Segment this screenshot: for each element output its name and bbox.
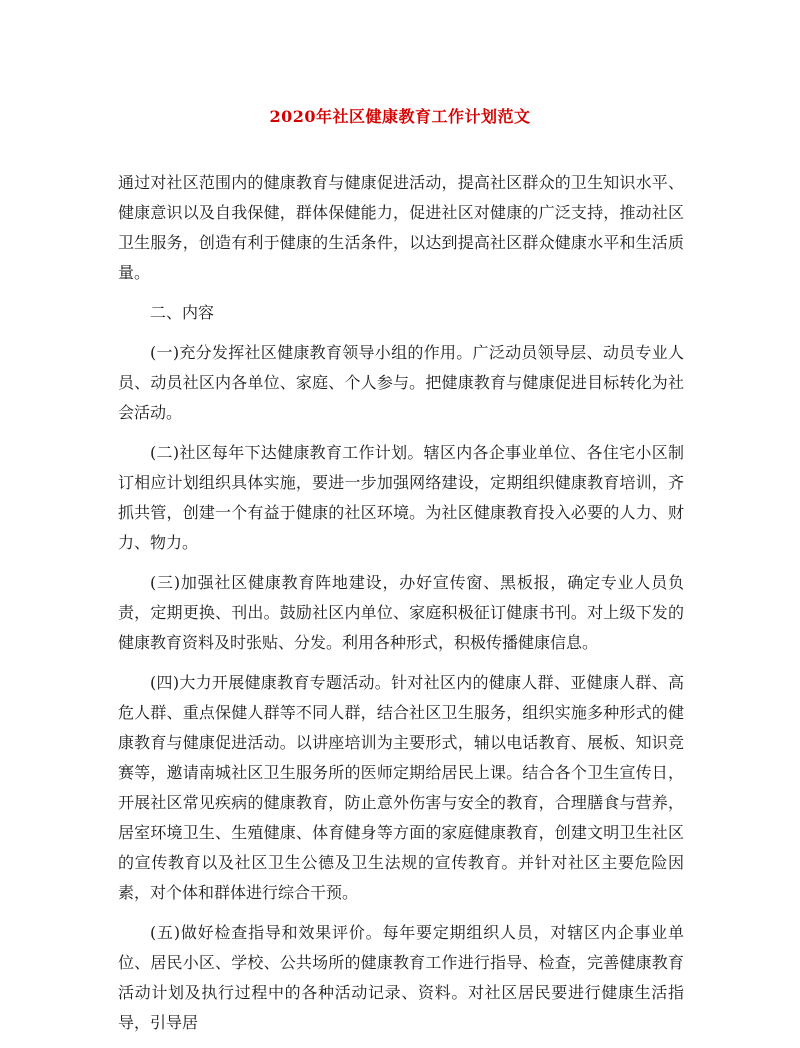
paragraph-item-2: (二)社区每年下达健康教育工作计划。辖区内各企事业单位、各住宅小区制订相应计划组织具体实施，要进一步加强网络建设，定期组织健康教育培训，齐抓共管，创建一个有益于健康的社区环境。为社区健康教育投入必要的人力、财力、物力。 bbox=[118, 443, 684, 552]
section-heading-content: 二、内容 bbox=[150, 303, 215, 322]
paragraph-item-4: (四)大力开展健康教育专题活动。针对社区内的健康人群、亚健康人群、高危人群、重点保健人群等不同人群，结合社区卫生服务，组织实施多种形式的健康教育与健康促进活动。以讲座培训为主要形式，辅以电话教育、展板、知识竞赛等，邀请南城社区卫生服务所的医师定期给居民上课。结合各个卫生宣传日，开展社区常见疾病的健康教育，防止意外伤害与安全的教育，合理膳食与营养，居室环境卫生、生殖健康、体育健身等方面的家庭健康教育，创建文明卫生社区的宣传教育以及社区卫生公德及卫生法规的宣传教育。并针对社区主要危险因素，对个体和群体进行综合干预。 bbox=[118, 673, 684, 902]
document-title: 2020年社区健康教育工作计划范文 bbox=[269, 107, 531, 126]
document-body bbox=[118, 168, 684, 1048]
paragraph-intro: 通过对社区范围内的健康教育与健康促进活动，提高社区群众的卫生知识水平、健康意识以及自我保健，群体保健能力，促进社区对健康的广泛支持，推动社区卫生服务，创造有利于健康的生活条件，以达到提高社区群众健康水平和生活质量。 bbox=[118, 173, 684, 282]
paragraph-item-1: (一)充分发挥社区健康教育领导小组的作用。广泛动员领导层、动员专业人员、动员社区内各单位、家庭、个人参与。把健康教育与健康促进目标转化为社会活动。 bbox=[118, 343, 684, 422]
paragraph-item-3: (三)加强社区健康教育阵地建设，办好宣传窗、黑板报，确定专业人员负责，定期更换、刊出。鼓励社区内单位、家庭积极征订健康书刊。对上级下发的健康教育资料及时张贴、分发。利用各种形式，积极传播健康信息。 bbox=[118, 573, 684, 652]
paragraph-item-5: (五)做好检查指导和效果评价。每年要定期组织人员，对辖区内企事业单位、居民小区、学校、公共场所的健康教育工作进行指导、检查，完善健康教育活动计划及执行过程中的各种活动记录、资料。对社区居民要进行健康生活指导，引导居 bbox=[118, 923, 684, 1032]
